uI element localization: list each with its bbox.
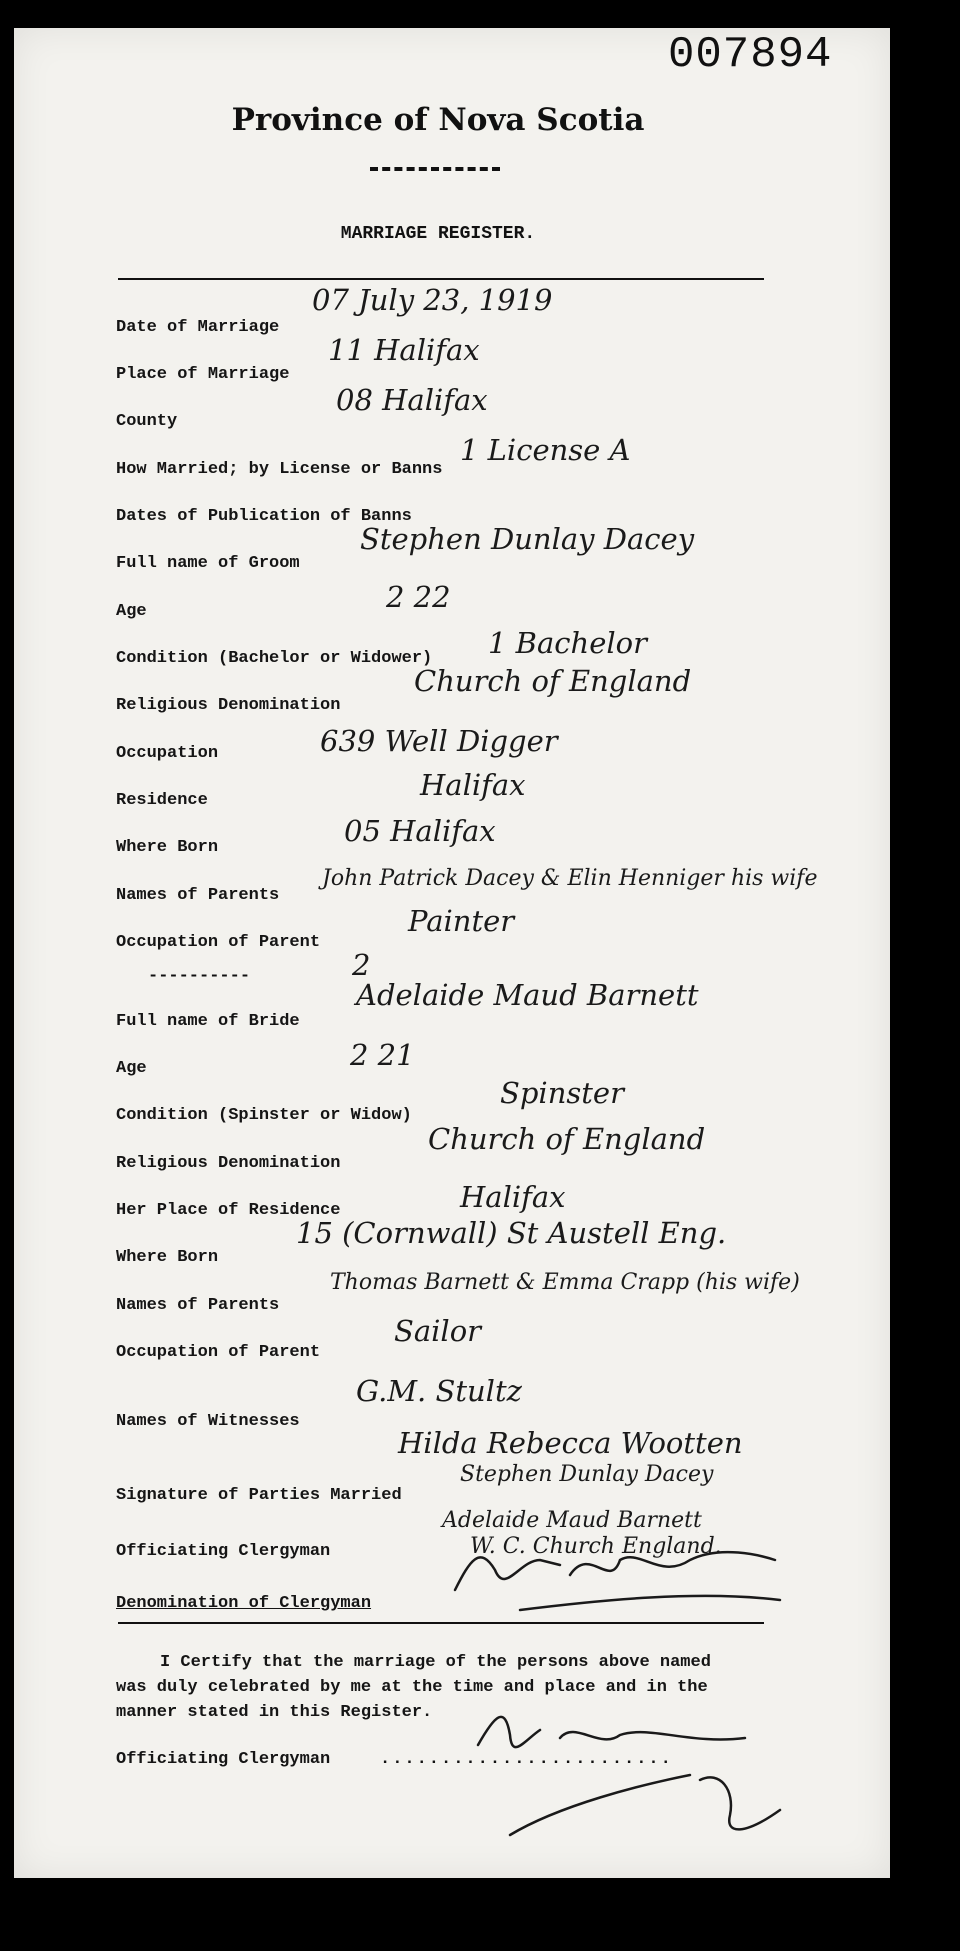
groom-age-value: 2 22: [386, 580, 451, 614]
groom-residence-value: Halifax: [420, 768, 526, 802]
how-married-value: 1 License A: [460, 433, 631, 467]
groom-birthplace-value: 05 Halifax: [344, 814, 496, 848]
bride-age-label: Age: [116, 1059, 147, 1078]
how-married-label: How Married; by License or Banns: [116, 460, 443, 479]
signature-label: Signature of Parties Married: [116, 1486, 402, 1505]
place-of-marriage-label: Place of Marriage: [116, 365, 290, 384]
groom-parents-value: John Patrick Dacey & Elin Henniger his wife: [322, 866, 818, 891]
county-label: County: [116, 412, 178, 431]
bride-age-value: 2 21: [350, 1038, 415, 1072]
place-of-marriage-value: 11 Halifax: [328, 333, 480, 367]
clergy-signature-underline: [520, 1596, 780, 1610]
witness-2-value: Hilda Rebecca Wootten: [398, 1426, 743, 1460]
groom-religion-label: Religious Denomination: [116, 696, 341, 715]
section-separator: ----------: [148, 967, 251, 986]
bride-birthplace-label: Where Born: [116, 1248, 219, 1267]
groom-residence-label: Residence: [116, 791, 208, 810]
clergyman-label: Officiating Clergyman: [116, 1542, 331, 1561]
bride-religion-value: Church of England: [428, 1122, 706, 1156]
date-of-marriage-value: 07 July 23, 1919: [312, 283, 553, 317]
clergyman-value: W. C. Church England.: [470, 1534, 722, 1559]
bride-parents-value: Thomas Barnett & Emma Crapp (his wife): [330, 1270, 800, 1295]
bride-name-label: Full name of Bride: [116, 1012, 300, 1031]
groom-occupation-value: 639 Well Digger: [320, 724, 558, 758]
page-title: Province of Nova Scotia: [231, 102, 645, 138]
groom-condition-value: 1 Bachelor: [488, 626, 647, 660]
groom-parent-occupation-value: Painter: [408, 904, 515, 938]
bride-name-value: Adelaide Maud Barnett: [356, 978, 699, 1012]
date-of-marriage-label: Date of Marriage: [116, 318, 280, 337]
county-value: 08 Halifax: [336, 383, 488, 417]
bride-birthplace-value: 15 (Cornwall) St Austell Eng.: [296, 1216, 727, 1250]
dates-banns-label: Dates of Publication of Banns: [116, 507, 412, 526]
bride-residence-label: Her Place of Residence: [116, 1201, 341, 1220]
bride-parent-occupation-label: Occupation of Parent: [116, 1343, 321, 1362]
document-number: 007894: [668, 30, 833, 80]
certifying-signature-stroke: [478, 1717, 745, 1747]
groom-name-label: Full name of Groom: [116, 554, 300, 573]
bride-condition-label: Condition (Spinster or Widow): [116, 1106, 412, 1125]
witnesses-label: Names of Witnesses: [116, 1412, 300, 1431]
groom-parent-occupation-label: Occupation of Parent: [116, 933, 321, 952]
register-subtitle: MARRIAGE REGISTER.: [340, 224, 536, 244]
certifying-signature-tail: [510, 1775, 780, 1835]
bride-residence-value: Halifax: [460, 1180, 566, 1214]
signature-dotted-line: ........................: [380, 1750, 673, 1769]
clergy-signature-stroke: [455, 1552, 775, 1590]
bride-religion-label: Religious Denomination: [116, 1154, 341, 1173]
groom-religion-value: Church of England: [414, 664, 692, 698]
bride-parents-label: Names of Parents: [116, 1296, 280, 1315]
certification-line-3: manner stated in this Register.: [116, 1703, 433, 1722]
bride-parent-occupation-value: Sailor: [394, 1314, 482, 1348]
witness-1-value: G.M. Stultz: [356, 1374, 522, 1408]
certification-line-2: was duly celebrated by me at the time and place and in the: [116, 1678, 708, 1697]
signature-groom-value: Stephen Dunlay Dacey: [460, 1462, 714, 1487]
clergy-denomination-label: Denomination of Clergyman: [116, 1594, 372, 1613]
signature-bride-value: Adelaide Maud Barnett: [442, 1508, 702, 1533]
certification-line-1: I Certify that the marriage of the persons above named: [160, 1653, 711, 1672]
groom-parents-label: Names of Parents: [116, 886, 280, 905]
groom-occupation-label: Occupation: [116, 744, 219, 763]
groom-condition-label: Condition (Bachelor or Widower): [116, 649, 433, 668]
certifying-clergyman-label: Officiating Clergyman: [116, 1750, 331, 1769]
groom-name-value: Stephen Dunlay Dacey: [360, 522, 695, 556]
bride-condition-value: Spinster: [500, 1076, 624, 1110]
groom-birthplace-label: Where Born: [116, 838, 219, 857]
groom-age-label: Age: [116, 602, 147, 621]
bride-name-marker: 2: [352, 948, 371, 982]
